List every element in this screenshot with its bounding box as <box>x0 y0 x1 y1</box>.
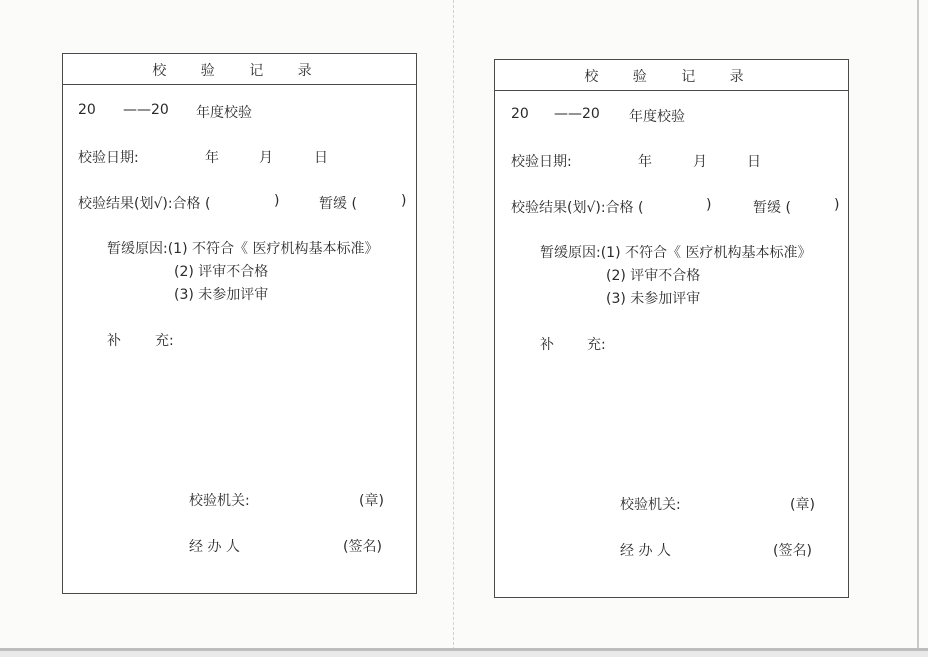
handler-label: 经 办 人 <box>620 543 671 559</box>
seal-label: (章) <box>790 497 815 513</box>
inspection-record-card-left <box>62 53 417 594</box>
supplement-char-2: 充: <box>587 337 606 353</box>
card-title: 校 验 记 录 <box>495 60 848 91</box>
year-label: 年度校验 <box>196 105 252 121</box>
year-start: 20 <box>78 102 96 118</box>
handler-label: 经 办 人 <box>189 539 240 555</box>
inspection-record-card-right <box>494 59 849 598</box>
result-close: ) <box>274 193 280 209</box>
agency-label: 校验机关: <box>189 493 250 509</box>
date-month-char: 月 <box>693 154 707 170</box>
card-title: 校 验 记 录 <box>63 54 416 85</box>
reason-label: 暂缓原因:(1) 不符合《 医疗机构基本标准》 <box>540 245 812 261</box>
date-year-char: 年 <box>205 150 219 166</box>
suspend-close: ) <box>834 197 840 213</box>
year-dash: ——20 <box>554 106 600 122</box>
suspend-label: 暂缓 ( <box>753 200 791 216</box>
supplement-char-1: 补 <box>107 333 121 349</box>
signature-label: (签名) <box>343 539 382 555</box>
date-day-char: 日 <box>747 154 761 170</box>
date-year-char: 年 <box>638 154 652 170</box>
center-fold-line <box>453 0 455 650</box>
right-edge-shadow <box>917 0 919 650</box>
year-label: 年度校验 <box>629 109 685 125</box>
reason-3: (3) 未参加评审 <box>606 291 701 307</box>
suspend-label: 暂缓 ( <box>319 196 357 212</box>
reason-3: (3) 未参加评审 <box>174 287 269 303</box>
reason-2: (2) 评审不合格 <box>174 264 269 280</box>
year-dash: ——20 <box>123 102 169 118</box>
date-day-char: 日 <box>314 150 328 166</box>
year-start: 20 <box>511 106 529 122</box>
result-close: ) <box>706 197 712 213</box>
result-label: 校验结果(划√):合格 ( <box>511 200 644 216</box>
suspend-close: ) <box>401 193 407 209</box>
supplement-char-2: 充: <box>155 333 174 349</box>
bottom-edge-margin <box>0 651 928 657</box>
reason-label: 暂缓原因:(1) 不符合《 医疗机构基本标准》 <box>107 241 379 257</box>
seal-label: (章) <box>359 493 384 509</box>
agency-label: 校验机关: <box>620 497 681 513</box>
reason-2: (2) 评审不合格 <box>606 268 701 284</box>
result-label: 校验结果(划√):合格 ( <box>78 196 211 212</box>
date-label: 校验日期: <box>511 154 572 170</box>
date-label: 校验日期: <box>78 150 139 166</box>
signature-label: (签名) <box>773 543 812 559</box>
date-month-char: 月 <box>259 150 273 166</box>
supplement-char-1: 补 <box>540 337 554 353</box>
